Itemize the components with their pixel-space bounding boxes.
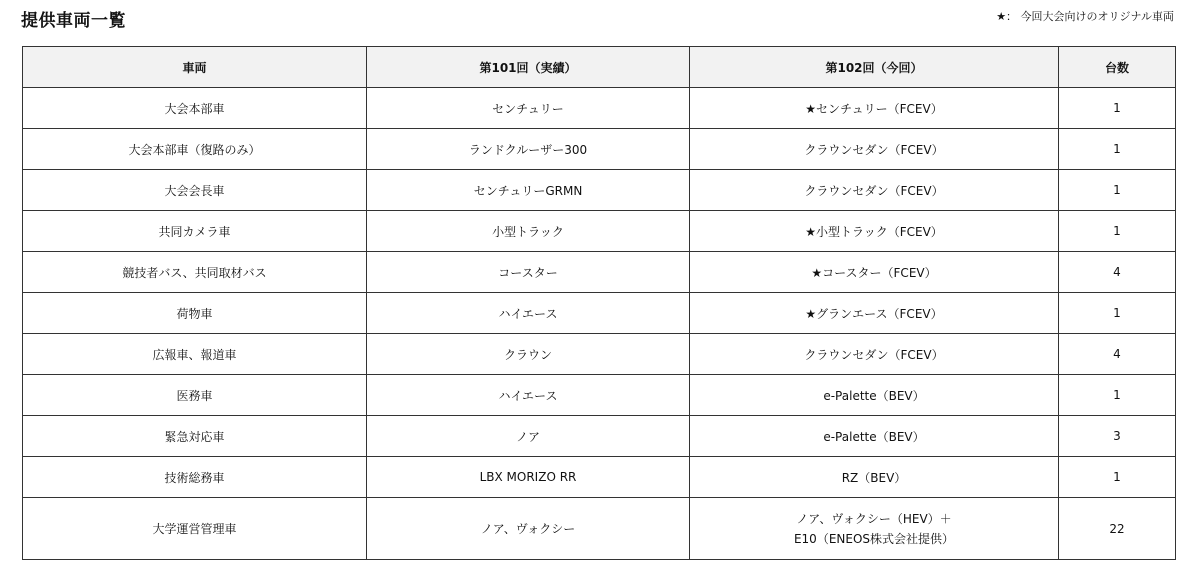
header-102nd-current: 第102回（今回） (690, 47, 1059, 88)
cell-count: 1 (1059, 211, 1176, 252)
cell-count: 3 (1059, 416, 1176, 457)
table-row (23, 375, 1176, 416)
legend-note: ★： 今回大会向けのオリジナル車両 (996, 10, 1174, 23)
table-header-row (23, 47, 1176, 88)
cell-prev: ノア、ヴォクシー (367, 498, 690, 560)
table-row (23, 252, 1176, 293)
cell-vehicle: 大学運営管理車 (23, 498, 367, 560)
table-row (23, 88, 1176, 129)
cell-count: 1 (1059, 457, 1176, 498)
cell-count: 1 (1059, 293, 1176, 334)
cell-count: 1 (1059, 129, 1176, 170)
cell-prev: LBX MORIZO RR (367, 457, 690, 498)
cell-current: クラウンセダン（FCEV） (690, 334, 1059, 375)
cell-current: e-Palette（BEV） (690, 416, 1059, 457)
header-101st-actual: 第101回（実績） (367, 47, 690, 88)
cell-vehicle: 技術総務車 (23, 457, 367, 498)
cell-vehicle: 医務車 (23, 375, 367, 416)
cell-count: 4 (1059, 252, 1176, 293)
cell-prev: ハイエース (367, 375, 690, 416)
cell-current: ★グランエース（FCEV） (690, 293, 1059, 334)
cell-current: RZ（BEV） (690, 457, 1059, 498)
cell-vehicle: 競技者バス、共同取材バス (23, 252, 367, 293)
cell-prev: ノア (367, 416, 690, 457)
cell-prev: センチュリー (367, 88, 690, 129)
table-row (23, 457, 1176, 498)
cell-vehicle: 大会本部車 (23, 88, 367, 129)
table-row (23, 129, 1176, 170)
cell-current: ★センチュリー（FCEV） (690, 88, 1059, 129)
table-row (23, 170, 1176, 211)
vehicle-table (22, 46, 1176, 560)
cell-current: クラウンセダン（FCEV） (690, 170, 1059, 211)
header-count: 台数 (1059, 47, 1176, 88)
cell-vehicle: 荷物車 (23, 293, 367, 334)
cell-count: 1 (1059, 170, 1176, 211)
cell-current: e-Palette（BEV） (690, 375, 1059, 416)
table-row (23, 334, 1176, 375)
table-row (23, 416, 1176, 457)
cell-count: 22 (1059, 498, 1176, 560)
cell-count: 4 (1059, 334, 1176, 375)
cell-vehicle: 共同カメラ車 (23, 211, 367, 252)
cell-prev: クラウン (367, 334, 690, 375)
cell-prev: 小型トラック (367, 211, 690, 252)
table-row (23, 293, 1176, 334)
cell-vehicle: 広報車、報道車 (23, 334, 367, 375)
cell-current: クラウンセダン（FCEV） (690, 129, 1059, 170)
cell-current (690, 498, 1059, 560)
header-vehicle: 車両 (23, 47, 367, 88)
cell-current-line1: ノア、ヴォクシー（HEV）＋ (796, 511, 952, 526)
cell-current: ★小型トラック（FCEV） (690, 211, 1059, 252)
cell-count: 1 (1059, 375, 1176, 416)
cell-vehicle: 大会本部車（復路のみ） (23, 129, 367, 170)
cell-prev: センチュリーGRMN (367, 170, 690, 211)
cell-vehicle: 緊急対応車 (23, 416, 367, 457)
cell-prev: コースター (367, 252, 690, 293)
page-title: 提供車両一覧 (21, 11, 126, 31)
cell-current: ★コースター（FCEV） (690, 252, 1059, 293)
cell-vehicle: 大会会長車 (23, 170, 367, 211)
table-row (23, 211, 1176, 252)
cell-current-line2: E10（ENEOS株式会社提供） (793, 531, 955, 546)
table-row (23, 498, 1176, 560)
cell-prev: ランドクルーザー300 (367, 129, 690, 170)
cell-prev: ハイエース (367, 293, 690, 334)
cell-count: 1 (1059, 88, 1176, 129)
